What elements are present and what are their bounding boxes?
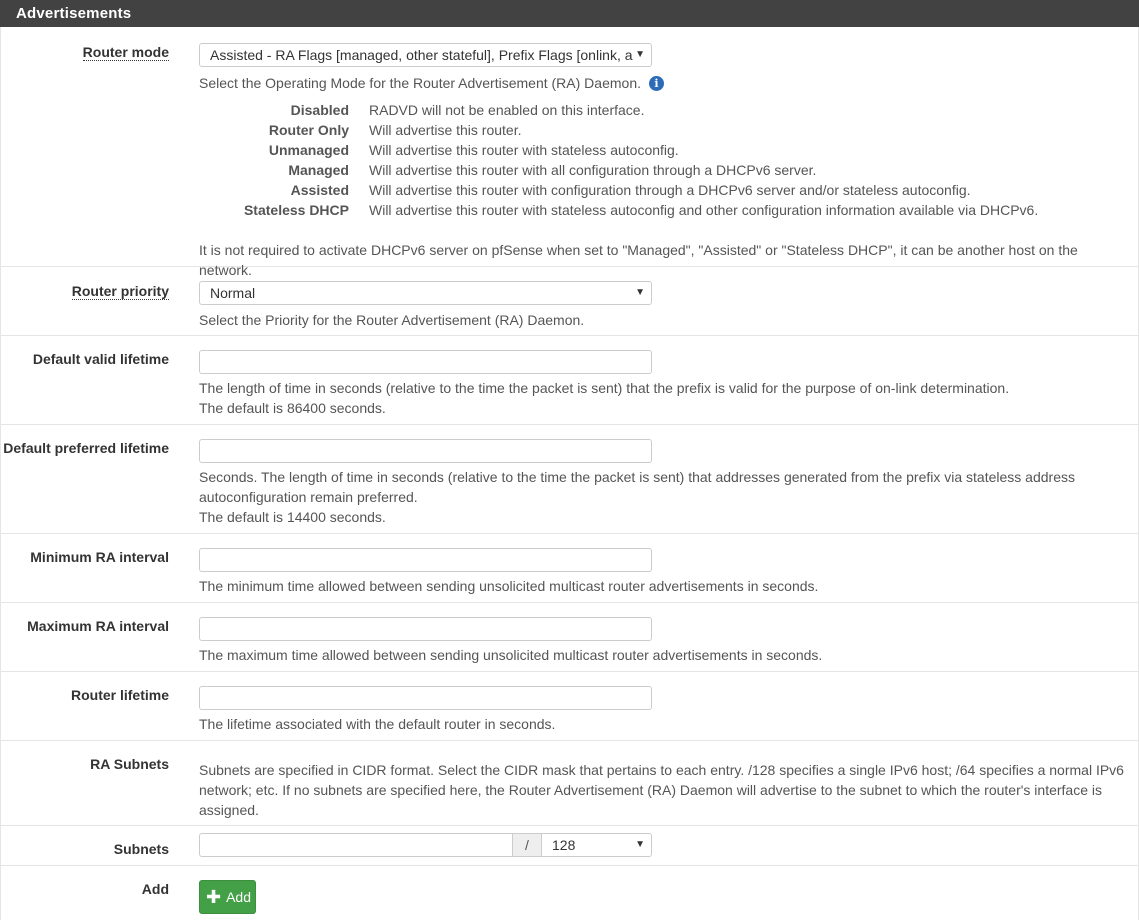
- router-mode-select[interactable]: [199, 43, 652, 67]
- router-mode-descriptions: [189, 100, 1038, 220]
- min-ra-interval-label: Minimum RA interval: [30, 549, 169, 565]
- ra-subnets-row: [0, 741, 1139, 826]
- cidr-mask-selected: 128: [552, 837, 576, 853]
- router-mode-row: [0, 27, 1139, 278]
- default-valid-lifetime-label: Default valid lifetime: [32, 351, 169, 367]
- chevron-down-icon: ▼: [635, 839, 645, 850]
- max-ra-interval-input[interactable]: [199, 617, 652, 641]
- ra-subnets-help: Subnets are specified in CIDR format. Select the CIDR mask that pertains to each entry. /128 specifies a single IPv6 host; /64 specifies a normal IPv6 network; etc. If no subnets are specified here, the Router Advertisement (RA) Daemon will advertise to the subnet to which the router's interface is assigned.: [199, 762, 1124, 818]
- max-ra-interval-label: Maximum RA interval: [27, 618, 169, 634]
- router-priority-row: [0, 267, 1139, 336]
- add-button-label: Add: [226, 889, 252, 905]
- min-ra-interval-help: The minimum time allowed between sending unsolicited multicast router advertisements in seconds.: [199, 578, 819, 594]
- min-ra-interval-input[interactable]: [199, 548, 652, 572]
- mode-row: Router Only Will advertise this router.: [268, 122, 522, 138]
- default-preferred-lifetime-input[interactable]: [199, 439, 652, 463]
- router-priority-selected: Normal: [210, 285, 256, 301]
- subnets-label: Subnets: [113, 841, 169, 857]
- router-priority-help: Select the Priority for the Router Advertisement (RA) Daemon.: [199, 312, 585, 328]
- default-preferred-lifetime-help: Seconds. The length of time in seconds (relative to the time the packet is sent) that addresses generated from the prefix via stateless address autoconfiguration remain preferred.: [199, 469, 1075, 505]
- router-lifetime-input[interactable]: [199, 686, 652, 710]
- router-mode-note: It is not required to activate DHCPv6 server on pfSense when set to "Managed", "Assisted" or "Stateless DHCP", it can be another host on the network.: [199, 242, 1078, 278]
- mode-row: Managed Will advertise this router with all configuration through a DHCPv6 server.: [288, 162, 817, 178]
- cidr-mask-select[interactable]: [542, 833, 652, 857]
- mode-row: Disabled RADVD will not be enabled on this interface.: [290, 102, 645, 118]
- default-preferred-lifetime-default: The default is 14400 seconds.: [199, 509, 386, 525]
- subnets-row: [0, 826, 1139, 866]
- min-ra-interval-row: [0, 534, 1139, 603]
- default-valid-lifetime-default: The default is 86400 seconds.: [199, 400, 386, 416]
- max-ra-interval-help: The maximum time allowed between sending unsolicited multicast router advertisements in seconds.: [199, 647, 823, 663]
- chevron-down-icon: ▼: [635, 287, 645, 298]
- router-mode-help: Select the Operating Mode for the Router Advertisement (RA) Daemon. i: [199, 73, 1124, 93]
- info-icon[interactable]: i: [649, 76, 664, 91]
- mode-row: Unmanaged Will advertise this router with stateless autoconfig.: [268, 142, 679, 158]
- subnet-address-input[interactable]: [199, 833, 512, 857]
- panel-title: Advertisements: [0, 0, 1139, 27]
- chevron-down-icon: ▼: [635, 49, 645, 60]
- default-valid-lifetime-row: [0, 336, 1139, 425]
- router-mode-selected: Assisted - RA Flags [managed, other stateful], Prefix Flags [onlink, a: [210, 47, 633, 63]
- add-label: Add: [141, 881, 169, 897]
- router-mode-label: Router mode: [82, 44, 169, 60]
- default-valid-lifetime-help: The length of time in seconds (relative to the time the packet is sent) that the prefix is valid for the purpose of on-link determination.: [199, 380, 1010, 396]
- add-subnet-button[interactable]: [199, 880, 256, 914]
- router-priority-select[interactable]: [199, 281, 652, 305]
- default-preferred-lifetime-label: Default preferred lifetime: [3, 440, 169, 456]
- default-valid-lifetime-input[interactable]: [199, 350, 652, 374]
- max-ra-interval-row: [0, 603, 1139, 672]
- cidr-separator: /: [512, 833, 542, 857]
- router-priority-label: Router priority: [71, 283, 169, 299]
- plus-icon: ✚: [206, 887, 222, 907]
- router-lifetime-row: [0, 672, 1139, 741]
- mode-row: Stateless DHCP Will advertise this router with stateless autoconfig and other configuration information available via DHCPv6.: [243, 202, 1039, 218]
- mode-row: Assisted Will advertise this router with configuration through a DHCPv6 server and/or stateless autoconfig.: [290, 182, 971, 198]
- add-row: [0, 866, 1139, 920]
- default-preferred-lifetime-row: [0, 425, 1139, 534]
- router-lifetime-label: Router lifetime: [70, 687, 169, 703]
- ra-subnets-label: RA Subnets: [90, 756, 169, 772]
- router-lifetime-help: The lifetime associated with the default router in seconds.: [199, 716, 556, 732]
